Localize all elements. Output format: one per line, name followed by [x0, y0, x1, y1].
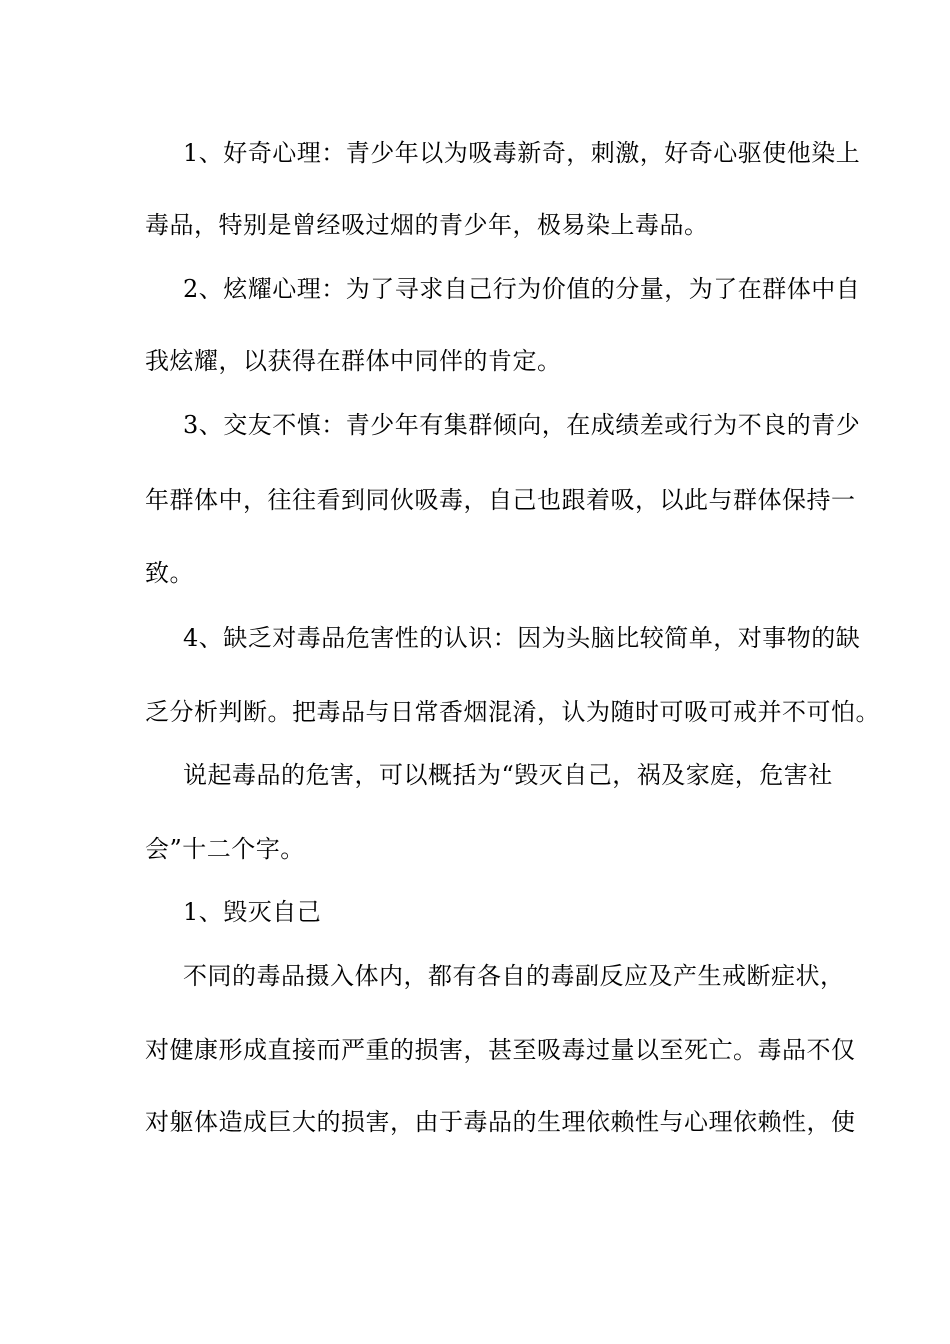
- paragraph-3-line-1: 3、交友不慎：青少年有集群倾向，在成绩差或行为不良的青少: [183, 411, 861, 439]
- paragraph-3-line-2: 年群体中，往往看到同伙吸毒，自己也跟着吸，以此与群体保持一: [145, 486, 856, 514]
- paragraph-4-line-2: 乏分析判断。把毒品与日常香烟混淆，认为随时可吸可戒并不可怕。: [145, 698, 880, 726]
- paragraph-7-line-1: 不同的毒品摄入体内，都有各自的毒副反应及产生戒断症状，: [183, 962, 845, 990]
- paragraph-2-line-1: 2、炫耀心理：为了寻求自己行为价值的分量，为了在群体中自: [183, 275, 861, 303]
- paragraph-3-line-3: 致。: [145, 559, 194, 587]
- paragraph-5-line-1: 说起毒品的危害，可以概括为“毁灭自己，祸及家庭，危害社: [183, 761, 833, 789]
- paragraph-1-line-1: 1、好奇心理：青少年以为吸毒新奇，刺激，好奇心驱使他染上: [183, 139, 861, 167]
- paragraph-1-line-2: 毒品，特别是曾经吸过烟的青少年，极易染上毒品。: [145, 211, 709, 239]
- section-heading-destroy-self: 1、毁灭自己: [183, 898, 322, 926]
- paragraph-2-line-2: 我炫耀，以获得在群体中同伴的肯定。: [145, 347, 562, 375]
- paragraph-7-line-3: 对躯体造成巨大的损害，由于毒品的生理依赖性与心理依赖性，使: [145, 1108, 856, 1136]
- paragraph-7-line-2: 对健康形成直接而严重的损害，甚至吸毒过量以至死亡。毒品不仅: [145, 1036, 856, 1064]
- paragraph-5-line-2: 会”十二个字。: [145, 835, 305, 863]
- paragraph-4-line-1: 4、缺乏对毒品危害性的认识：因为头脑比较简单，对事物的缺: [183, 624, 861, 652]
